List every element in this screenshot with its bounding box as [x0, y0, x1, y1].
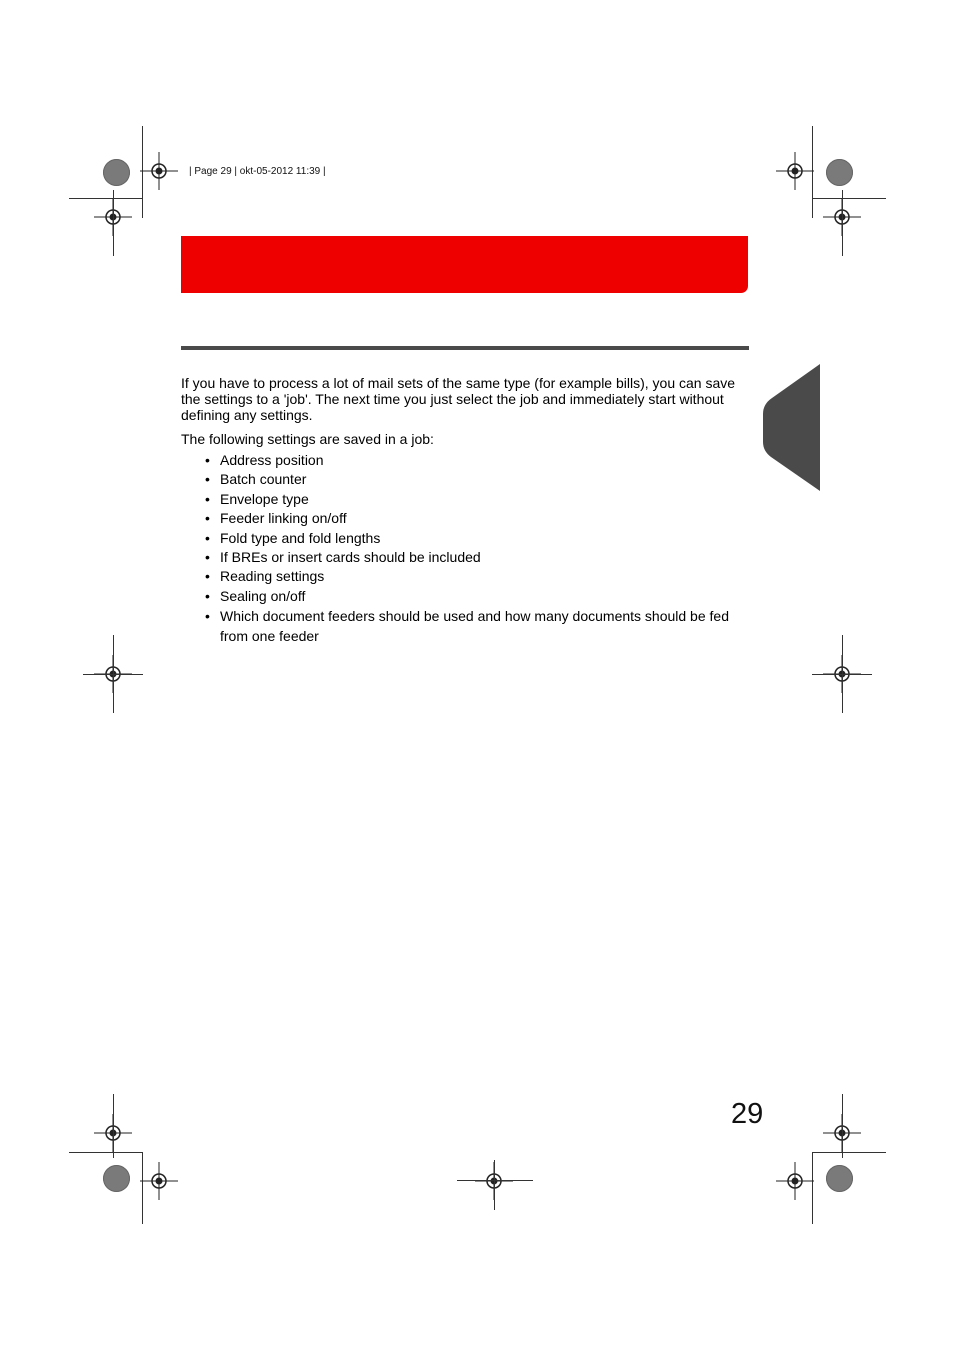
list-item: • Batch counter	[205, 470, 753, 489]
crosshair-icon	[776, 152, 814, 190]
list-item: • Reading settings	[205, 567, 753, 586]
registration-dot	[103, 1165, 130, 1192]
crop-mark	[812, 1152, 886, 1153]
crosshair-icon	[776, 1162, 814, 1200]
registration-dot	[103, 159, 130, 186]
crop-mark	[69, 1152, 143, 1153]
section-rule	[181, 346, 749, 350]
title-banner	[181, 236, 748, 293]
crop-mark	[113, 190, 114, 256]
page-number: 29	[731, 1098, 764, 1130]
crosshair-icon	[140, 1162, 178, 1200]
settings-list	[205, 451, 753, 646]
crop-mark	[842, 190, 843, 256]
crop-mark	[113, 1094, 114, 1158]
chapter-tab	[763, 364, 820, 491]
list-item: • Fold type and fold lengths	[205, 529, 753, 548]
list-item: • Which document feeders should be used and how many documents should be fed from one feeder	[205, 606, 753, 646]
crosshair-icon	[140, 152, 178, 190]
registration-dot	[826, 159, 853, 186]
crop-mark	[494, 1160, 495, 1210]
intro-paragraph: If you have to process a lot of mail sets of the same type (for example bills), you can save the settings to a 'job'. The next time you just select the job and immediately start without defining any settings.	[181, 375, 736, 423]
list-item: • Feeder linking on/off	[205, 509, 753, 528]
print-header: | Page 29 | okt-05-2012 11:39 |	[189, 166, 326, 177]
list-item: • If BREs or insert cards should be included	[205, 548, 753, 567]
registration-dot	[826, 1165, 853, 1192]
chapter-tab-shape	[763, 364, 820, 491]
crop-mark	[842, 1094, 843, 1158]
crop-mark	[83, 674, 143, 675]
list-item: • Envelope type	[205, 490, 753, 509]
settings-lead: The following settings are saved in a job:	[181, 431, 434, 447]
crop-mark	[812, 674, 872, 675]
list-item: • Sealing on/off	[205, 587, 753, 606]
list-item: • Address position	[205, 451, 753, 470]
crop-mark	[457, 1180, 533, 1181]
